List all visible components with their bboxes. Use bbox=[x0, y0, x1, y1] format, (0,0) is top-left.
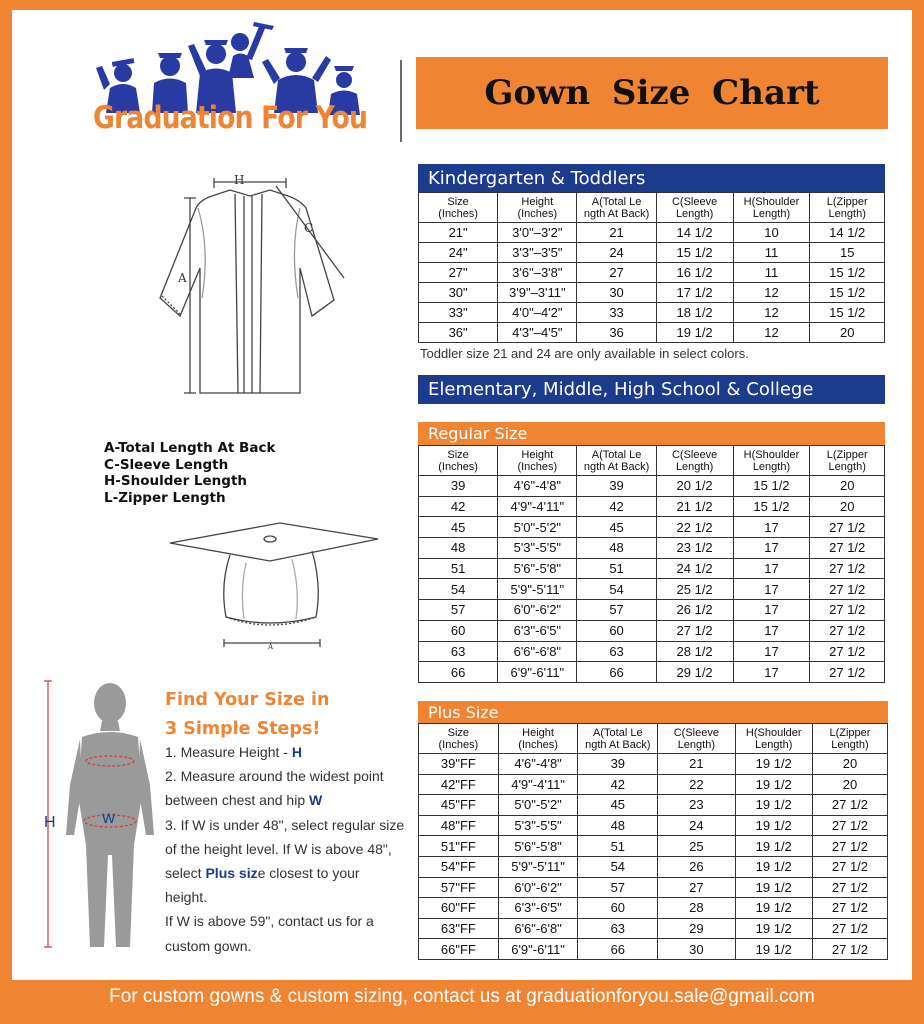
cap-a-label: A bbox=[268, 643, 274, 651]
table-cell: 63 bbox=[577, 641, 656, 662]
table-cell: 4'9"-4'11" bbox=[498, 774, 578, 795]
table-cell: 19 1/2 bbox=[735, 754, 812, 775]
table-cell: 27 1/2 bbox=[812, 918, 887, 939]
table-row bbox=[419, 918, 888, 939]
legend-h: H-Shoulder Length bbox=[104, 473, 248, 489]
table-cell: 6'6"-6'8" bbox=[498, 641, 577, 662]
table-cell: 39 bbox=[419, 476, 498, 497]
table-cell: 42 bbox=[577, 496, 656, 517]
table-cell: 17 bbox=[733, 517, 810, 538]
table-cell: 27 1/2 bbox=[810, 620, 885, 641]
table-cell: 33 bbox=[577, 303, 656, 323]
table-row bbox=[419, 898, 888, 919]
table-cell: 20 bbox=[810, 496, 885, 517]
table-cell: 19 1/2 bbox=[735, 877, 812, 898]
table-row bbox=[419, 662, 885, 683]
step-2-text: 2. Measure around the widest point between chest and hip bbox=[165, 768, 384, 809]
table-cell: 27 1/2 bbox=[810, 600, 885, 621]
table-header-row bbox=[419, 724, 888, 754]
steps-title-line1: Find Your Size in bbox=[165, 690, 330, 710]
table-cell: 23 bbox=[658, 795, 735, 816]
table-row bbox=[419, 243, 885, 263]
table-cell: 27 1/2 bbox=[812, 898, 887, 919]
table-cell: 63 bbox=[419, 641, 498, 662]
column-header: L(Zipper Length) bbox=[810, 193, 885, 223]
table-row bbox=[419, 496, 885, 517]
column-header: L(Zipper Length) bbox=[812, 724, 887, 754]
table-row bbox=[419, 856, 888, 877]
table-cell: 24 1/2 bbox=[656, 558, 733, 579]
table-cell: 45 bbox=[578, 795, 658, 816]
table-cell: 17 bbox=[733, 600, 810, 621]
table-cell: 30" bbox=[419, 283, 498, 303]
table-row bbox=[419, 538, 885, 559]
table-cell: 26 1/2 bbox=[656, 600, 733, 621]
table-cell: 6'9"-6'11" bbox=[498, 939, 578, 960]
table-cell: 5'6"-5'8" bbox=[498, 836, 578, 857]
table-cell: 27 1/2 bbox=[810, 558, 885, 579]
plus-heading bbox=[418, 701, 888, 723]
table-cell: 63 bbox=[578, 918, 658, 939]
table-cell: 25 bbox=[658, 836, 735, 857]
column-header: C(Sleeve Length) bbox=[658, 724, 735, 754]
table-cell: 60 bbox=[577, 620, 656, 641]
table-cell: 19 1/2 bbox=[735, 795, 812, 816]
table-cell: 19 1/2 bbox=[656, 323, 733, 343]
table-cell: 27 bbox=[658, 877, 735, 898]
table-cell: 22 bbox=[658, 774, 735, 795]
table-cell: 23 1/2 bbox=[656, 538, 733, 559]
table-cell: 28 bbox=[658, 898, 735, 919]
table-cell: 39 bbox=[578, 754, 658, 775]
table-cell: 6'3"-6'5" bbox=[498, 898, 578, 919]
table-cell: 42 bbox=[419, 496, 498, 517]
step-1-bold: H bbox=[291, 744, 302, 760]
gown-h-label: H bbox=[234, 173, 245, 187]
step-3-text-end: e closest to your height. bbox=[165, 865, 360, 906]
table-cell: 36 bbox=[577, 323, 656, 343]
table-cell: 45 bbox=[419, 517, 498, 538]
table-cell: 6'6"-6'8" bbox=[498, 918, 578, 939]
kindergarten-heading bbox=[418, 164, 885, 192]
plus-table bbox=[418, 723, 888, 960]
table-cell: 3'9"–3'11" bbox=[498, 283, 577, 303]
table-cell: 60 bbox=[578, 898, 658, 919]
table-cell: 20 bbox=[812, 754, 887, 775]
table-cell: 19 1/2 bbox=[735, 836, 812, 857]
table-cell: 18 1/2 bbox=[656, 303, 733, 323]
table-cell: 51 bbox=[577, 558, 656, 579]
table-cell: 5'3"-5'5" bbox=[498, 538, 577, 559]
table-cell: 27 1/2 bbox=[812, 836, 887, 857]
table-cell: 19 1/2 bbox=[735, 856, 812, 877]
kindergarten-title: Kindergarten & Toddlers bbox=[428, 167, 646, 189]
table-cell: 17 1/2 bbox=[656, 283, 733, 303]
table-cell: 20 1/2 bbox=[656, 476, 733, 497]
table-cell: 5'3"-5'5" bbox=[498, 815, 578, 836]
table-cell: 15 1/2 bbox=[656, 243, 733, 263]
table-cell: 5'0"-5'2" bbox=[498, 795, 578, 816]
title-banner bbox=[416, 57, 888, 129]
step-3 bbox=[165, 813, 405, 910]
table-cell: 15 1/2 bbox=[810, 283, 885, 303]
person-h-label: H bbox=[44, 814, 56, 831]
table-cell: 48 bbox=[578, 815, 658, 836]
table-cell: 6'9"-6'11" bbox=[498, 662, 577, 683]
table-cell: 25 1/2 bbox=[656, 579, 733, 600]
person-silhouette-icon bbox=[30, 675, 155, 960]
table-cell: 21" bbox=[419, 223, 498, 243]
step-3-bold: Plus siz bbox=[205, 865, 258, 882]
table-cell: 4'0"–4'2" bbox=[498, 303, 577, 323]
table-cell: 14 1/2 bbox=[810, 223, 885, 243]
table-cell: 63"FF bbox=[419, 918, 499, 939]
kindergarten-table bbox=[418, 192, 885, 343]
steps-heading bbox=[165, 686, 330, 744]
plus-title: Plus Size bbox=[428, 702, 499, 722]
column-header: Height (Inches) bbox=[498, 193, 577, 223]
column-header: H(Shoulder Length) bbox=[733, 193, 810, 223]
step-3-text: 3. If W is under 48", select regular size of the height level. If W is above 48", select bbox=[165, 816, 405, 882]
table-cell: 6'3"-6'5" bbox=[498, 620, 577, 641]
table-row bbox=[419, 323, 885, 343]
table-cell: 57 bbox=[577, 600, 656, 621]
table-cell: 17 bbox=[733, 662, 810, 683]
table-cell: 51 bbox=[419, 558, 498, 579]
page-title: Gown Size Chart bbox=[484, 73, 820, 113]
table-cell: 17 bbox=[733, 538, 810, 559]
gown-diagram-icon bbox=[140, 168, 360, 408]
table-cell: 19 1/2 bbox=[735, 898, 812, 919]
table-cell: 17 bbox=[733, 558, 810, 579]
table-cell: 27 1/2 bbox=[810, 538, 885, 559]
table-cell: 19 1/2 bbox=[735, 774, 812, 795]
table-row bbox=[419, 600, 885, 621]
table-cell: 20 bbox=[812, 774, 887, 795]
column-header: Size (Inches) bbox=[419, 724, 499, 754]
table-cell: 24 bbox=[658, 815, 735, 836]
legend-l: L-Zipper Length bbox=[104, 489, 226, 506]
table-row bbox=[419, 223, 885, 243]
legend-c: C-Sleeve Length bbox=[104, 456, 229, 473]
table-cell: 3'6"–3'8" bbox=[498, 263, 577, 283]
table-row bbox=[419, 774, 888, 795]
step-1 bbox=[165, 740, 405, 764]
table-cell: 15 1/2 bbox=[810, 303, 885, 323]
table-cell: 42 bbox=[578, 774, 658, 795]
table-row bbox=[419, 754, 888, 775]
table-cell: 17 bbox=[733, 579, 810, 600]
table-cell: 5'9"-5'11" bbox=[498, 579, 577, 600]
table-cell: 3'0"–3'2" bbox=[498, 223, 577, 243]
table-cell: 27 bbox=[577, 263, 656, 283]
school-heading bbox=[418, 375, 885, 404]
table-cell: 27" bbox=[419, 263, 498, 283]
table-cell: 66 bbox=[419, 662, 498, 683]
table-cell: 30 bbox=[577, 283, 656, 303]
table-cell: 19 1/2 bbox=[735, 918, 812, 939]
table-header-row bbox=[419, 446, 885, 476]
table-cell: 27 1/2 bbox=[812, 856, 887, 877]
table-cell: 26 bbox=[658, 856, 735, 877]
column-header: A(Total Le ngth At Back) bbox=[577, 446, 656, 476]
table-cell: 12 bbox=[733, 303, 810, 323]
table-row bbox=[419, 939, 888, 960]
table-cell: 12 bbox=[733, 283, 810, 303]
table-cell: 27 1/2 bbox=[812, 939, 887, 960]
regular-table bbox=[418, 445, 885, 683]
column-header: Height (Inches) bbox=[498, 446, 577, 476]
table-cell: 42"FF bbox=[419, 774, 499, 795]
regular-heading bbox=[418, 422, 885, 445]
table-cell: 39 bbox=[577, 476, 656, 497]
table-header-row bbox=[419, 193, 885, 223]
table-cell: 4'6"-4'8" bbox=[498, 476, 577, 497]
table-cell: 15 1/2 bbox=[810, 263, 885, 283]
steps-title-line2: 3 Simple Steps! bbox=[165, 719, 321, 739]
gown-c-label: C bbox=[304, 221, 314, 235]
table-cell: 48 bbox=[577, 538, 656, 559]
table-cell: 57 bbox=[578, 877, 658, 898]
table-cell: 15 1/2 bbox=[733, 476, 810, 497]
step-1-text: 1. Measure Height - bbox=[165, 744, 292, 760]
table-cell: 12 bbox=[733, 323, 810, 343]
table-cell: 20 bbox=[810, 476, 885, 497]
table-cell: 27 1/2 bbox=[812, 877, 887, 898]
table-cell: 27 1/2 bbox=[810, 579, 885, 600]
column-header: C(Sleeve Length) bbox=[656, 446, 733, 476]
table-cell: 45"FF bbox=[419, 795, 499, 816]
table-cell: 21 bbox=[577, 223, 656, 243]
regular-title: Regular Size bbox=[428, 424, 528, 443]
column-header: Size (Inches) bbox=[419, 446, 498, 476]
column-header: A(Total Le ngth At Back) bbox=[577, 193, 656, 223]
column-header: Height (Inches) bbox=[498, 724, 578, 754]
table-cell: 5'6"-5'8" bbox=[498, 558, 577, 579]
table-cell: 5'0"-5'2" bbox=[498, 517, 577, 538]
gown-a-label: A bbox=[178, 271, 187, 285]
table-cell: 57 bbox=[419, 600, 498, 621]
step-4: If W is above 59", contact us for a custom gown. bbox=[165, 913, 374, 954]
table-row bbox=[419, 579, 885, 600]
table-cell: 66 bbox=[578, 939, 658, 960]
table-cell: 33" bbox=[419, 303, 498, 323]
school-title: Elementary, Middle, High School & College bbox=[428, 379, 814, 400]
table-cell: 36" bbox=[419, 323, 498, 343]
steps-instructions bbox=[165, 740, 405, 958]
table-cell: 21 bbox=[658, 754, 735, 775]
column-header: L(Zipper Length) bbox=[810, 446, 885, 476]
table-cell: 24 bbox=[577, 243, 656, 263]
table-cell: 27 1/2 bbox=[812, 795, 887, 816]
table-cell: 54 bbox=[577, 579, 656, 600]
legend-a: A-Total Length At Back bbox=[104, 440, 276, 456]
step-2-bold: W bbox=[309, 792, 323, 809]
table-row bbox=[419, 476, 885, 497]
table-cell: 51"FF bbox=[419, 836, 499, 857]
table-row bbox=[419, 815, 888, 836]
table-cell: 10 bbox=[733, 223, 810, 243]
table-cell: 11 bbox=[733, 243, 810, 263]
header-divider bbox=[400, 60, 402, 142]
table-row bbox=[419, 517, 885, 538]
table-cell: 15 bbox=[810, 243, 885, 263]
step-2 bbox=[165, 764, 405, 812]
table-row bbox=[419, 303, 885, 323]
table-cell: 5'9"-5'11" bbox=[498, 856, 578, 877]
table-cell: 6'0"-6'2" bbox=[498, 600, 577, 621]
table-cell: 29 1/2 bbox=[656, 662, 733, 683]
table-cell: 6'0"-6'2" bbox=[498, 877, 578, 898]
table-row bbox=[419, 620, 885, 641]
table-cell: 4'6"-4'8" bbox=[498, 754, 578, 775]
table-cell: 30 bbox=[658, 939, 735, 960]
toddler-note: Toddler size 21 and 24 are only available in select colors. bbox=[420, 346, 749, 361]
table-row bbox=[419, 283, 885, 303]
table-cell: 54 bbox=[578, 856, 658, 877]
table-row bbox=[419, 836, 888, 857]
footer-contact: For custom gowns & custom sizing, contact us at graduationforyou.sale@gmail.com bbox=[109, 986, 815, 1007]
person-w-label: W bbox=[102, 810, 116, 826]
table-cell: 3'3"–3'5" bbox=[498, 243, 577, 263]
column-header: C(Sleeve Length) bbox=[656, 193, 733, 223]
table-row bbox=[419, 641, 885, 662]
table-cell: 20 bbox=[810, 323, 885, 343]
table-cell: 60 bbox=[419, 620, 498, 641]
table-cell: 17 bbox=[733, 641, 810, 662]
table-cell: 39"FF bbox=[419, 754, 499, 775]
table-cell: 28 1/2 bbox=[656, 641, 733, 662]
table-cell: 51 bbox=[578, 836, 658, 857]
table-cell: 57"FF bbox=[419, 877, 499, 898]
table-cell: 17 bbox=[733, 620, 810, 641]
table-cell: 29 bbox=[658, 918, 735, 939]
table-cell: 21 1/2 bbox=[656, 496, 733, 517]
table-cell: 27 1/2 bbox=[810, 517, 885, 538]
table-cell: 54"FF bbox=[419, 856, 499, 877]
table-cell: 4'3"–4'5" bbox=[498, 323, 577, 343]
column-header: H(Shoulder Length) bbox=[733, 446, 810, 476]
table-cell: 27 1/2 bbox=[810, 641, 885, 662]
brand-name: Graduation For You bbox=[93, 100, 368, 136]
table-row bbox=[419, 263, 885, 283]
table-cell: 27 1/2 bbox=[656, 620, 733, 641]
table-cell: 14 1/2 bbox=[656, 223, 733, 243]
table-cell: 24" bbox=[419, 243, 498, 263]
table-row bbox=[419, 795, 888, 816]
table-cell: 48 bbox=[419, 538, 498, 559]
table-cell: 45 bbox=[577, 517, 656, 538]
table-cell: 11 bbox=[733, 263, 810, 283]
table-cell: 15 1/2 bbox=[733, 496, 810, 517]
table-cell: 27 1/2 bbox=[810, 662, 885, 683]
table-cell: 27 1/2 bbox=[812, 815, 887, 836]
table-row bbox=[419, 558, 885, 579]
column-header: A(Total Le ngth At Back) bbox=[578, 724, 658, 754]
table-cell: 60"FF bbox=[419, 898, 499, 919]
table-cell: 16 1/2 bbox=[656, 263, 733, 283]
table-cell: 48"FF bbox=[419, 815, 499, 836]
table-cell: 4'9"-4'11" bbox=[498, 496, 577, 517]
column-header: H(Shoulder Length) bbox=[735, 724, 812, 754]
table-cell: 66 bbox=[577, 662, 656, 683]
table-cell: 54 bbox=[419, 579, 498, 600]
measurement-legend bbox=[104, 440, 275, 506]
column-header: Size (Inches) bbox=[419, 193, 498, 223]
table-row bbox=[419, 877, 888, 898]
table-cell: 66"FF bbox=[419, 939, 499, 960]
table-cell: 19 1/2 bbox=[735, 939, 812, 960]
table-cell: 22 1/2 bbox=[656, 517, 733, 538]
table-cell: 19 1/2 bbox=[735, 815, 812, 836]
cap-diagram-icon bbox=[160, 515, 385, 655]
